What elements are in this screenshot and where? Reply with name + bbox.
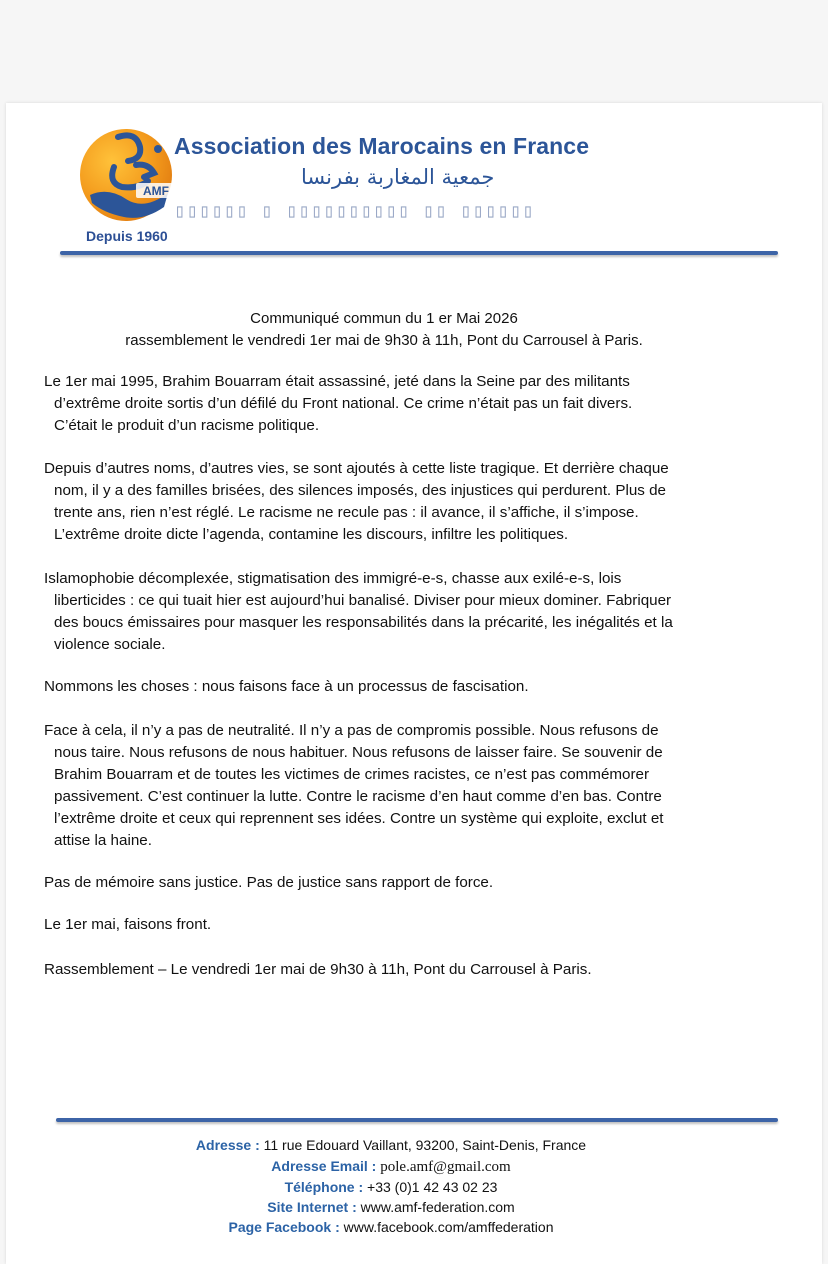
site-link[interactable]: www.amf-federation.com xyxy=(360,1199,515,1215)
association-name: Association des Marocains en France xyxy=(174,133,590,159)
text-line: Islamophobie décomplexée, stigmatisation des immigré-e-s, chasse aux exilé-e-s, lois xyxy=(44,570,622,587)
text-line: Nommons les choses : nous faisons face à un processus de fascisation. xyxy=(44,678,529,695)
text-line: attise la haine. xyxy=(54,832,152,849)
text-line: nous taire. Nous refusons de nous habituer. Nous refusons de laisser faire. Se souvenir de xyxy=(54,744,663,761)
email-value[interactable]: pole.amf@gmail.com xyxy=(380,1159,511,1175)
text-line: passivement. C’est continuer la lutte. Contre le racisme d’en haut comme d’en bas. Contre xyxy=(54,788,662,805)
site-label: Site Internet : xyxy=(267,1199,357,1215)
text-line: des boucs émissaires pour masquer les responsabilités dans la précarité, les inégalités et la xyxy=(54,614,673,631)
email-label: Adresse Email : xyxy=(271,1158,377,1174)
unrendered-subtitle: ▯▯▯▯▯▯ ▯ ▯▯▯▯▯▯▯▯▯▯ ▯▯ ▯▯▯▯▯▯ xyxy=(174,200,535,222)
text-line: Pas de mémoire sans justice. Pas de justice sans rapport de force. xyxy=(44,874,494,891)
paragraph-7 xyxy=(44,914,744,936)
text-line: L’extrême droite dicte l’agenda, contamine les discours, infiltre les politiques. xyxy=(54,526,569,543)
logo-text: AMF xyxy=(143,184,169,198)
footer-phone xyxy=(6,1177,776,1197)
footer-site xyxy=(6,1197,776,1217)
footer-address xyxy=(6,1135,776,1155)
address-value: 11 rue Edouard Vaillant, 93200, Saint-Denis, France xyxy=(263,1137,587,1153)
header-divider xyxy=(60,251,778,255)
amf-logo-icon xyxy=(78,125,182,223)
footer-divider xyxy=(56,1118,778,1122)
text-line: Le 1er mai 1995, Brahim Bouarram était assassiné, jeté dans la Seine par des militants xyxy=(44,373,630,390)
text-line: violence sociale. xyxy=(54,636,166,653)
communique-title: Communiqué commun du 1 er Mai 2026 xyxy=(250,310,518,327)
text-line: Le 1er mai, faisons front. xyxy=(44,916,212,933)
text-line: trente ans, rien n’est réglé. Le racisme ne recule pas : il avance, il s’affiche, il s’impose. xyxy=(54,504,639,521)
facebook-label: Page Facebook : xyxy=(228,1219,340,1235)
text-line: d’extrême droite sortis d’un défilé du Front national. Ce crime n’était pas un fait divers. xyxy=(54,395,633,412)
association-name-arabic: جمعية المغاربة بفرنسا xyxy=(301,165,495,189)
text-line: C’était le produit d’un racisme politique. xyxy=(54,417,320,434)
text-line: liberticides : ce qui tuait hier est aujourd’hui banalisé. Diviser pour mieux dominer. Fabriquer xyxy=(54,592,672,609)
document-page xyxy=(6,103,822,1264)
text-line: Brahim Bouarram et de toutes les victimes de crimes racistes, ce n’est pas commémorer xyxy=(54,766,650,783)
address-label: Adresse : xyxy=(195,1137,260,1153)
since-label: Depuis 1960 xyxy=(86,228,168,244)
text-line: Face à cela, il n’y a pas de neutralité. Il n’y a pas de compromis possible. Nous refusons de xyxy=(44,722,659,739)
paragraph-4 xyxy=(44,676,744,698)
text-line: nom, il y a des familles brisées, des silences imposés, des injustices qui perdurent. Plus de xyxy=(54,482,667,499)
paragraph-2 xyxy=(44,458,744,546)
paragraph-5 xyxy=(44,720,744,852)
footer-email xyxy=(6,1156,776,1177)
facebook-link[interactable]: www.facebook.com/amffederation xyxy=(343,1219,554,1235)
communique-subtitle: rassemblement le vendredi 1er mai de 9h30 à 11h, Pont du Carrousel à Paris. xyxy=(125,332,643,349)
phone-label: Téléphone : xyxy=(284,1179,364,1195)
paragraph-8 xyxy=(44,959,744,981)
paragraph-6 xyxy=(44,872,744,894)
footer-facebook xyxy=(6,1217,776,1237)
text-line: Depuis d’autres noms, d’autres vies, se sont ajoutés à cette liste tragique. Et derrière chaque xyxy=(44,460,669,477)
text-line: l’extrême droite et ceux qui reprennent ses idées. Contre un système qui exploite, exclut et xyxy=(54,810,664,827)
phone-value: +33 (0)1 42 43 02 23 xyxy=(367,1179,498,1195)
paragraph-1 xyxy=(44,371,744,437)
text-line: Rassemblement – Le vendredi 1er mai de 9h30 à 11h, Pont du Carrousel à Paris. xyxy=(44,961,592,978)
paragraph-3 xyxy=(44,568,744,656)
